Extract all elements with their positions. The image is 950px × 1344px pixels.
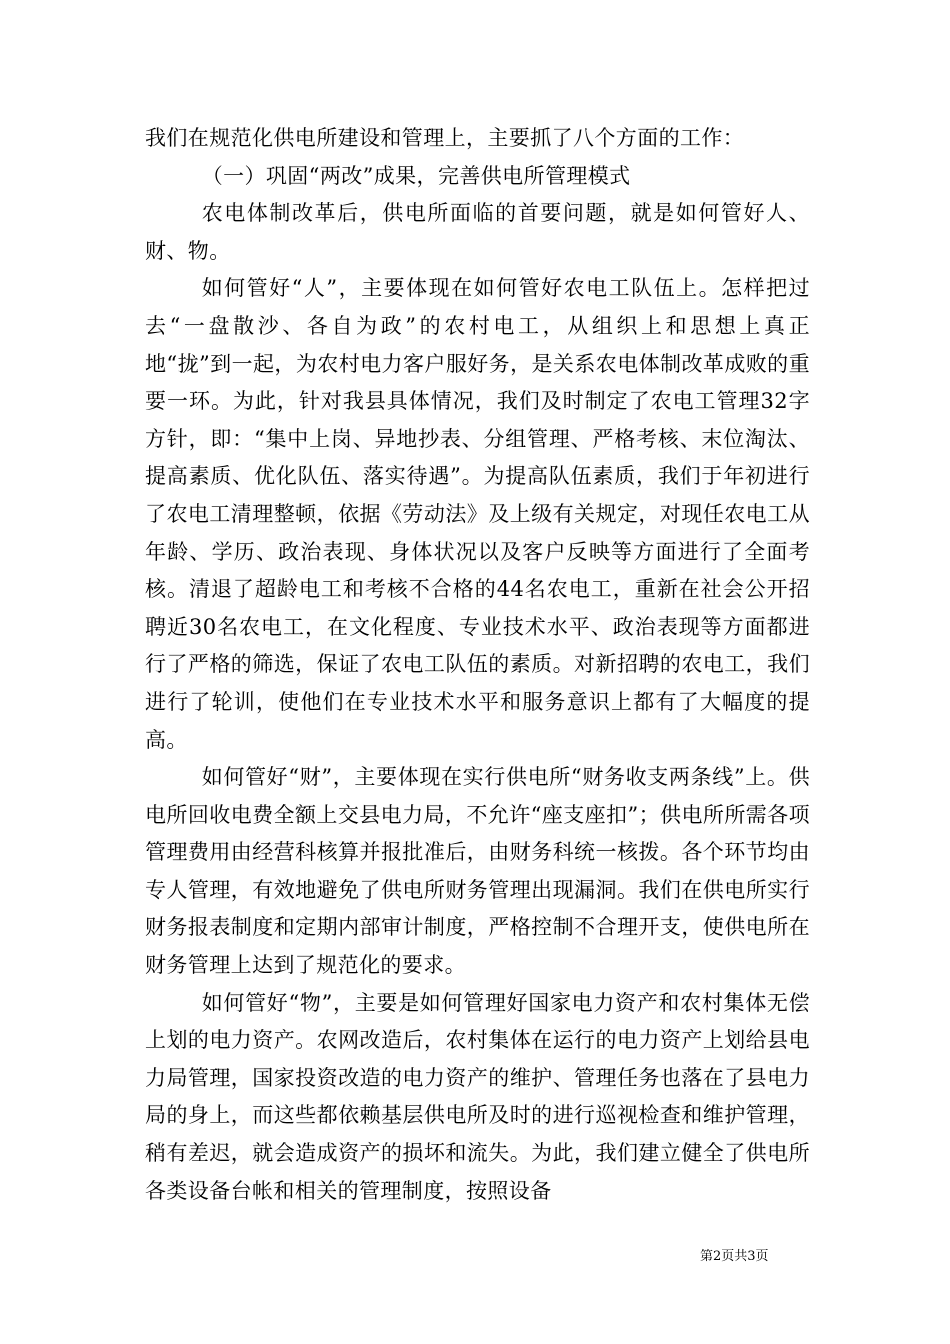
paragraph: 如何管好“财”，主要体现在实行供电所“财务收支两条线”上。供电所回收电费全额上交县电力局，不允许“座支座扣”；供电所所需各项管理费用由经营科核算并报批准后，由财务科统一核拨。各个环节均由专人管理，有效地避免了供电所财务管理出现漏洞。我们在供电所实行财务报表制度和定期内部审计制度，严格控制不合理开支，使供电所在财务管理上达到了规范化的要求。 [145,765,810,978]
paragraph: 如何管好“人”，主要体现在如何管好农电工队伍上。怎样把过去“一盘散沙、各自为政”的农村电工，从组织上和思想上真正地“拢”到一起，为农村电力客户服好务，是关系农电体制改革成败的重要一环。为此，针对我县具体情况，我们及时制定了农电工管理32字方针，即：“集中上岗、异地抄表、分组管理、严格考核、末位淘汰、提高素质、优化队伍、落实待遇”。为提高队伍素质，我们于年初进行了农电工清理整顿，依据《劳动法》及上级有关规定，对现任农电工从年龄、学历、政治表现、身体状况以及客户反映等方面进行了全面考核。清退了超龄电工和考核不合格的44名农电工，重新在社会公开招聘近30名农电工，在文化程度、专业技术水平、政治表现等方面都进行了严格的筛选，保证了农电工队伍的素质。对新招聘的农电工，我们进行了轮训，使他们在专业技术水平和服务意识上都有了大幅度的提高。 [145,276,810,752]
section-heading: （一）巩固“两改”成果，完善供电所管理模式 [201,163,631,188]
paragraph: 农电体制改革后，供电所面临的首要问题，就是如何管好人、财、物。 [145,201,810,263]
paragraph-intro: 我们在规范化供电所建设和管理上，主要抓了八个方面的工作： [145,126,745,150]
page-number: 第2页共3页 [700,1249,769,1264]
paragraph: 如何管好“物”，主要是如何管理好国家电力资产和农村集体无偿上划的电力资产。农网改造后，农村集体在运行的电力资产上划给县电力局管理，国家投资改造的电力资产的维护、管理任务也落在了县电力局的身上，而这些都依赖基层供电所及时的进行巡视检查和维护管理，稍有差迟，就会造成资产的损坏和流失。为此，我们建立健全了供电所各类设备台帐和相关的管理制度，按照设备 [145,990,810,1203]
document-body [145,120,810,1210]
